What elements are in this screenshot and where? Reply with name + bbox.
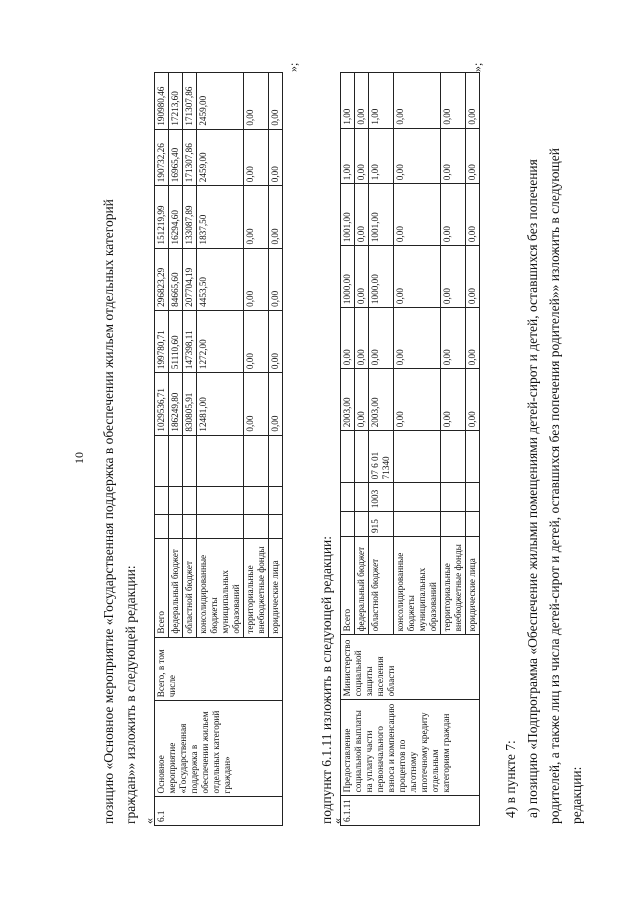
table-cell-g: 1001,00 xyxy=(369,184,394,246)
table-cell-b xyxy=(394,483,441,512)
table-cell-a xyxy=(269,514,283,538)
table-cell-c xyxy=(183,435,197,486)
table-cell-e: 1272,00 xyxy=(197,310,244,372)
table2-resp-cell: Министерство социальной защиты населения области xyxy=(341,635,480,700)
table-cell-a xyxy=(183,514,197,538)
table-cell-b xyxy=(155,486,169,514)
table-cell-src: федеральный бюджет xyxy=(355,536,369,634)
table-subitem-6-1-11 xyxy=(340,72,480,826)
table-cell-f: 1000,00 xyxy=(369,246,394,308)
table-cell-src: консолидированные бюджеты муниципальных образований xyxy=(197,539,244,637)
table-cell-e: 0,00 xyxy=(244,310,269,372)
table2-num-cell: 6.1.11 xyxy=(341,796,480,826)
table-cell-h: 171307,86 xyxy=(183,129,197,186)
table-cell-e: 0,00 xyxy=(369,308,394,369)
table-cell-i: 0,00 xyxy=(244,73,269,130)
table-cell-src: областной бюджет xyxy=(369,536,394,634)
table-cell-i: 1,00 xyxy=(369,73,394,129)
table-cell-i: 0,00 xyxy=(355,73,369,129)
table-cell-src: территориальные внебюджетные фонды xyxy=(441,536,466,634)
table-cell-h: 0,00 xyxy=(355,128,369,184)
table-cell-i: 2459,00 xyxy=(197,73,244,130)
table-cell-g: 0,00 xyxy=(466,184,480,246)
table-cell-e: 0,00 xyxy=(269,310,283,372)
table-cell-f: 0,00 xyxy=(441,246,466,308)
table-cell-f: 4453,50 xyxy=(197,248,244,310)
table-cell-g: 0,00 xyxy=(244,186,269,248)
table-cell-b xyxy=(341,483,355,512)
table-cell-d: 1029536,71 xyxy=(155,373,169,436)
table-cell-f: 296823,29 xyxy=(155,248,169,310)
table-cell-f: 0,00 xyxy=(244,248,269,310)
table-cell-d: 0,00 xyxy=(269,373,283,436)
open-quote-2: « xyxy=(330,818,344,824)
table-cell-src: Всего xyxy=(341,536,355,634)
table-measure-6-1 xyxy=(154,72,283,826)
table-cell-e: 199780,71 xyxy=(155,310,169,372)
table-cell-src: территориальные внебюджетные фонды xyxy=(244,539,269,637)
table1-name-cell: Основное мероприятие «Государственная поддержка в обеспечении жильем отдельных категорий граждан» xyxy=(155,701,283,797)
table-cell-i: 0,00 xyxy=(441,73,466,129)
table-cell-f: 207704,19 xyxy=(183,248,197,310)
table-cell-e: 0,00 xyxy=(394,308,441,369)
table-cell-h: 0,00 xyxy=(269,129,283,186)
table-cell-a xyxy=(355,512,369,537)
table-cell-i: 190980,46 xyxy=(155,73,169,130)
table-cell-a xyxy=(341,512,355,537)
close-quote-1: »; xyxy=(286,62,300,72)
close-quote-2: »; xyxy=(470,62,484,72)
table-cell-d: 2003,00 xyxy=(341,369,355,431)
table-cell-g: 0,00 xyxy=(269,186,283,248)
table-cell-src: областной бюджет xyxy=(183,539,197,637)
table2-name-cell: Предоставление социальной выплаты на уплату части первоначального взноса и компенсацию процентов по льготному ипотечному кредиту отдельным категориям граждан xyxy=(341,700,480,796)
table-cell-g: 16294,60 xyxy=(169,186,183,248)
table-cell-c xyxy=(441,431,466,483)
table-cell-a xyxy=(169,514,183,538)
table-cell-src: Всего xyxy=(155,539,169,637)
table-cell-g: 0,00 xyxy=(441,184,466,246)
table-cell-a xyxy=(244,514,269,538)
table-cell-src: юридические лица xyxy=(269,539,283,637)
table-cell-h: 0,00 xyxy=(244,129,269,186)
table-cell-d: 0,00 xyxy=(441,369,466,431)
table-cell-c xyxy=(197,435,244,486)
table-cell-a xyxy=(466,512,480,537)
table-cell-i: 0,00 xyxy=(466,73,480,129)
table-cell-c xyxy=(355,431,369,483)
table-cell-d: 830805,91 xyxy=(183,373,197,436)
intro-line-2: граждан»» изложить в следующей редакции: xyxy=(123,565,138,824)
table1-resp-cell: Всего, в том числе xyxy=(155,637,283,701)
table-cell-c xyxy=(466,431,480,483)
page-number: 10 xyxy=(72,452,86,464)
table-cell-f: 0,00 xyxy=(269,248,283,310)
table-cell-c xyxy=(169,435,183,486)
table-cell-e: 0,00 xyxy=(341,308,355,369)
intro-paragraph xyxy=(98,64,142,824)
table-cell-c: 07 6 01 71340 xyxy=(369,431,394,483)
table-cell-h: 2459,00 xyxy=(197,129,244,186)
table-row xyxy=(341,73,355,826)
intro-line-1: позицию «Основное мероприятие «Государственная поддержка в обеспечении жильем отдельных категорий xyxy=(101,199,116,824)
table-cell-b: 1003 xyxy=(369,483,394,512)
table-cell-d: 2003,00 xyxy=(369,369,394,431)
table-cell-src: консолидированные бюджеты муниципальных образований xyxy=(394,536,441,634)
table-cell-d: 0,00 xyxy=(394,369,441,431)
table-cell-g: 1837,50 xyxy=(197,186,244,248)
table-cell-a xyxy=(394,512,441,537)
table-cell-c xyxy=(155,435,169,486)
table-cell-b xyxy=(244,486,269,514)
table-cell-g: 151219,99 xyxy=(155,186,169,248)
table-cell-src: юридические лица xyxy=(466,536,480,634)
final-line-3: родителей, а также лиц из числа детей-сирот и детей, оставшихся без попечения родителей»» изложить в следующей xyxy=(547,147,562,824)
table-cell-f: 1000,00 xyxy=(341,246,355,308)
table-cell-b xyxy=(183,486,197,514)
table-cell-i: 1,00 xyxy=(341,73,355,129)
table-cell-g: 0,00 xyxy=(394,184,441,246)
table-cell-h: 0,00 xyxy=(466,128,480,184)
table-cell-b xyxy=(197,486,244,514)
table-cell-a xyxy=(155,514,169,538)
table-cell-d: 0,00 xyxy=(244,373,269,436)
table-cell-e: 0,00 xyxy=(466,308,480,369)
table-cell-g: 0,00 xyxy=(355,184,369,246)
table-cell-e: 147398,11 xyxy=(183,310,197,372)
table-cell-d: 0,00 xyxy=(355,369,369,431)
table-cell-b xyxy=(466,483,480,512)
table-cell-h: 16965,40 xyxy=(169,129,183,186)
table-cell-b xyxy=(355,483,369,512)
table-row xyxy=(155,73,169,826)
table-cell-g: 1001,00 xyxy=(341,184,355,246)
final-line-1: 4) в пункте 7: xyxy=(503,740,518,818)
table-cell-c xyxy=(244,435,269,486)
table-cell-h: 0,00 xyxy=(441,128,466,184)
table-cell-f: 0,00 xyxy=(355,246,369,308)
open-quote-1: « xyxy=(142,818,156,824)
table-cell-h: 1,00 xyxy=(341,128,355,184)
table-cell-g: 133087,89 xyxy=(183,186,197,248)
table-cell-i: 17213,60 xyxy=(169,73,183,130)
final-line-4: редакции: xyxy=(569,766,584,824)
table-cell-d: 12481,00 xyxy=(197,373,244,436)
table-cell-c xyxy=(341,431,355,483)
table-cell-f: 84665,60 xyxy=(169,248,183,310)
table-cell-c xyxy=(269,435,283,486)
table-cell-f: 0,00 xyxy=(466,246,480,308)
table-cell-e: 51110,60 xyxy=(169,310,183,372)
table-cell-e: 0,00 xyxy=(441,308,466,369)
mid-paragraph: подпункт 6.1.11 изложить в следующей редакции: xyxy=(319,535,334,824)
table-cell-a xyxy=(197,514,244,538)
final-paragraph xyxy=(500,64,588,824)
table-cell-h: 1,00 xyxy=(369,128,394,184)
table-cell-c xyxy=(394,431,441,483)
table-cell-b xyxy=(169,486,183,514)
table-cell-e: 0,00 xyxy=(355,308,369,369)
table-cell-f: 0,00 xyxy=(394,246,441,308)
table-cell-h: 190732,26 xyxy=(155,129,169,186)
table-cell-i: 171307,86 xyxy=(183,73,197,130)
table-cell-a: 915 xyxy=(369,512,394,537)
table-cell-i: 0,00 xyxy=(269,73,283,130)
table-cell-d: 186249,80 xyxy=(169,373,183,436)
table-cell-b xyxy=(441,483,466,512)
table-cell-src: федеральный бюджет xyxy=(169,539,183,637)
table-cell-b xyxy=(269,486,283,514)
table1-num-cell: 6.1 xyxy=(155,797,283,826)
final-line-2: а) позицию «Подпрограмма «Обеспечение жилыми помещениями детей-сирот и детей, оставшихся без попечения xyxy=(525,159,540,818)
table-cell-d: 0,00 xyxy=(466,369,480,431)
table-cell-i: 0,00 xyxy=(394,73,441,129)
table-cell-h: 0,00 xyxy=(394,128,441,184)
table-cell-a xyxy=(441,512,466,537)
